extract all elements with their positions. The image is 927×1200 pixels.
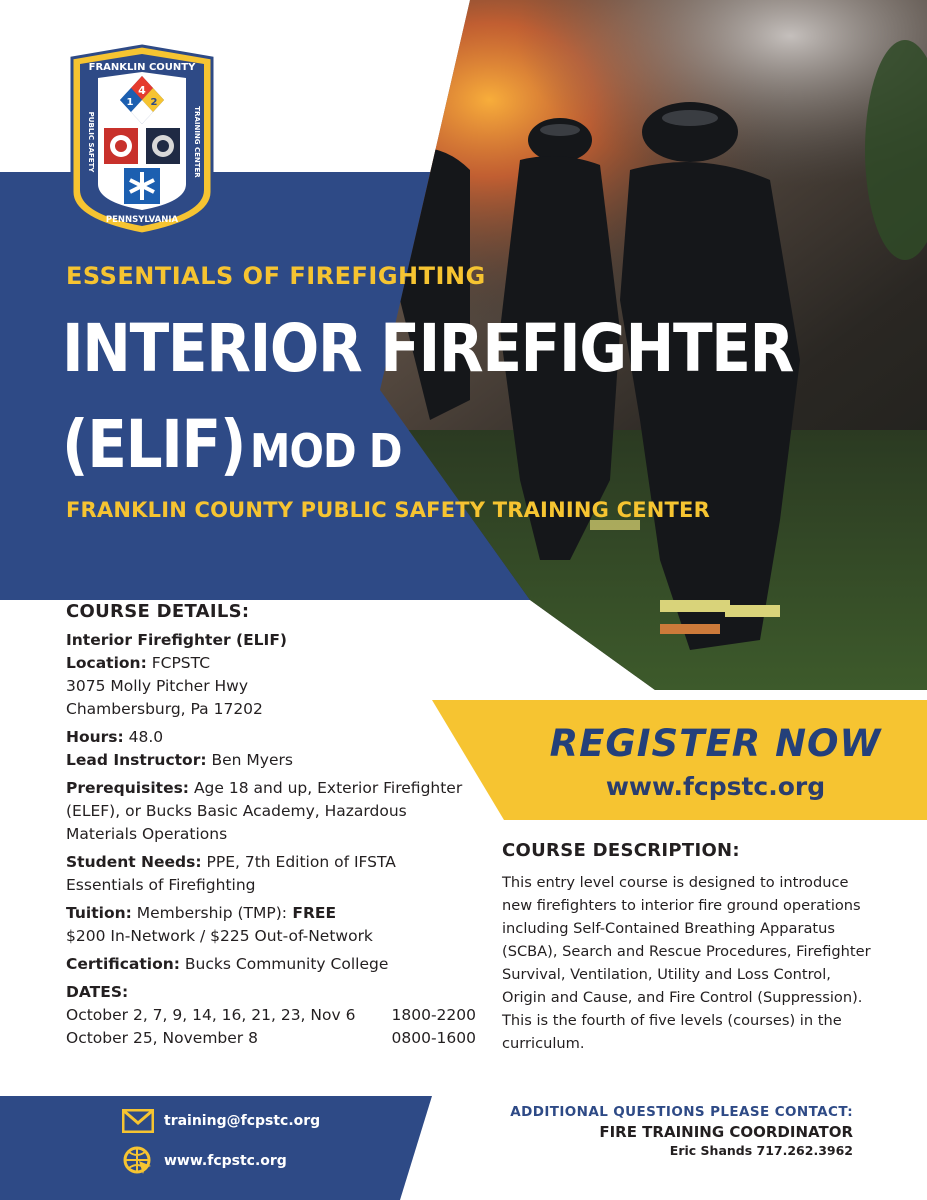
location-line: [66, 652, 486, 675]
instructor-value: Ben Myers: [206, 751, 293, 769]
logo-right-text: TRAINING CENTER: [193, 106, 201, 178]
prereq-line3: Materials Operations: [66, 825, 228, 843]
date-row: [66, 1027, 476, 1050]
address-line2: Chambersburg, Pa 17202: [66, 700, 263, 718]
title-elif: (ELIF): [62, 406, 246, 483]
title-mod-d: MOD D: [250, 424, 402, 478]
date-days: October 2, 7, 9, 14, 16, 21, 23, Nov 6: [66, 1006, 356, 1024]
location-value: FCPSTC: [146, 654, 211, 672]
logo-diamond-1: 1: [126, 97, 134, 108]
tuition-value: Membership (TMP):: [131, 904, 287, 922]
training-center-subtitle: FRANKLIN COUNTY PUBLIC SAFETY TRAINING CENTER: [66, 498, 710, 522]
location-label: Location:: [66, 654, 147, 672]
certification-block: [66, 953, 486, 976]
page-title-line2: [62, 406, 402, 483]
tuition-free: FREE: [287, 904, 337, 922]
needs-line2: Essentials of Firefighting: [66, 876, 256, 894]
dates-heading: DATES:: [66, 983, 129, 1001]
footer-email-text[interactable]: training@fcpstc.org: [164, 1113, 321, 1129]
logo-diamond-2: 2: [150, 97, 158, 108]
prereq-label: Prerequisites:: [66, 779, 190, 797]
course-details: [66, 600, 486, 1050]
hours-value: 48.0: [123, 728, 164, 746]
eyebrow-essentials: ESSENTIALS OF FIREFIGHTING: [66, 262, 486, 290]
cert-value: Bucks Community College: [180, 955, 389, 973]
register-now-heading: REGISTER NOW: [549, 722, 882, 765]
instructor-label: Lead Instructor:: [66, 751, 207, 769]
date-row: [66, 1004, 476, 1027]
cert-label: Certification:: [66, 955, 180, 973]
hours-label: Hours:: [66, 728, 124, 746]
prereq-line1: Age 18 and up, Exterior Firefighter: [189, 779, 463, 797]
contact-heading: ADDITIONAL QUESTIONS PLEASE CONTACT:: [510, 1104, 853, 1120]
hours-block: [66, 726, 486, 772]
date-time: 1800-2200: [391, 1006, 476, 1024]
fcpstc-logo: [66, 42, 218, 238]
logo-bottom-text: PENNSYLVANIA: [105, 215, 179, 225]
course-description-heading: COURSE DESCRIPTION:: [502, 840, 740, 861]
contact-title: FIRE TRAINING COORDINATOR: [599, 1123, 853, 1141]
contact-block: [510, 1104, 853, 1158]
register-url-link[interactable]: www.fcpstc.org: [605, 772, 826, 801]
course-name: Interior Firefighter (ELIF): [66, 631, 287, 649]
needs-label: Student Needs:: [66, 853, 202, 871]
page-title-line1: INTERIOR FIREFIGHTER: [62, 310, 794, 387]
prereq-line2: (ELEF), or Bucks Basic Academy, Hazardous: [66, 802, 407, 820]
course-description-text: This entry level course is designed to introduce new firefighters to interior fire ground operations including Self-Contained Breathing Apparatus (SCBA), Search and Rescue Procedures, Firefighter Survival, Ventilation, Utility and Loss Control, Origin and Cause, and Fire Control (Suppression). This is the fourth of five levels (courses) in the curriculum.: [502, 874, 871, 1052]
course-details-heading: COURSE DETAILS:: [66, 601, 250, 622]
contact-person: Eric Shands 717.262.3962: [669, 1143, 853, 1158]
prerequisites-block: [66, 777, 486, 846]
course-description: [502, 840, 872, 1055]
logo-diamond-4: 4: [138, 84, 146, 97]
register-banner[interactable]: [432, 700, 927, 820]
footer-email[interactable]: [122, 1108, 320, 1134]
tuition-line2: $200 In-Network / $225 Out-of-Network: [66, 927, 373, 945]
globe-cursor-icon: [122, 1148, 154, 1174]
date-time: 0800-1600: [391, 1029, 476, 1047]
tuition-label: Tuition:: [66, 904, 132, 922]
needs-line1: PPE, 7th Edition of IFSTA: [201, 853, 396, 871]
course-name-block: [66, 629, 486, 721]
date-days: October 25, November 8: [66, 1029, 258, 1047]
tuition-block: [66, 902, 486, 948]
email-icon: [122, 1108, 154, 1134]
footer-website-text[interactable]: www.fcpstc.org: [164, 1153, 287, 1169]
logo-left-text: PUBLIC SAFETY: [87, 111, 95, 173]
student-needs-block: [66, 851, 486, 897]
address-line1: 3075 Molly Pitcher Hwy: [66, 677, 249, 695]
logo-top-text: FRANKLIN COUNTY: [88, 62, 196, 73]
footer-website[interactable]: [122, 1148, 287, 1174]
